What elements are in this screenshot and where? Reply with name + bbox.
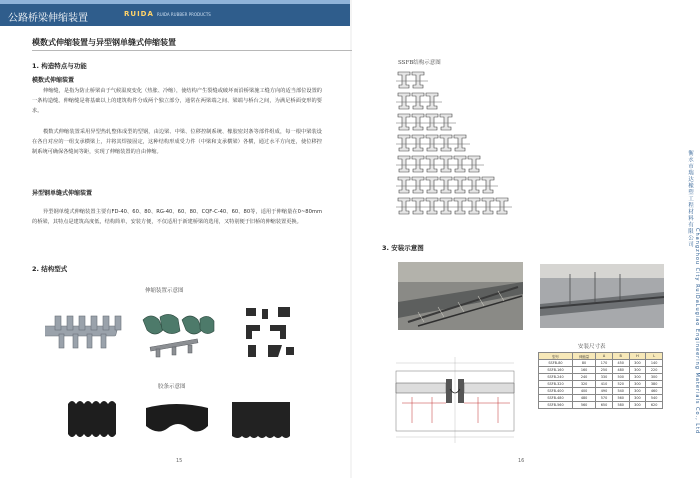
ssfb-beam-profile xyxy=(398,156,410,172)
table-cell: 480 xyxy=(572,395,595,402)
heading-construction: 1. 构造特点与功能 xyxy=(32,62,87,70)
installation-cross-section xyxy=(392,353,518,445)
heading-structure: 2. 结构型式 xyxy=(32,265,68,273)
side-company-en: Changzhou City RuiDaLugiao Engineering Materials Co., Ltd xyxy=(694,228,700,435)
ssfb-beam-profile xyxy=(426,156,438,172)
table-cell: SSFB-560 xyxy=(539,402,573,409)
table-row xyxy=(539,367,663,374)
table-cell: 490 xyxy=(596,388,613,395)
heading-installation: 3. 安装示意图 xyxy=(382,244,424,252)
ssfb-beam-profile xyxy=(440,156,452,172)
table-cell: 300 xyxy=(646,374,663,381)
table-cell: 580 xyxy=(612,402,629,409)
table-header: 型号 xyxy=(539,353,573,360)
table-cell: 170 xyxy=(596,360,613,367)
page-number-left: 15 xyxy=(176,458,183,464)
ssfb-beam-profile xyxy=(398,135,410,151)
table-cell: SSFB-480 xyxy=(539,395,573,402)
ssfb-beam-profile xyxy=(426,135,438,151)
table-cell: 320 xyxy=(572,381,595,388)
table-cell: 620 xyxy=(646,402,663,409)
install-photo-1 xyxy=(398,262,523,330)
table-cell: 540 xyxy=(646,395,663,402)
ssfb-beam-profile xyxy=(454,156,466,172)
install-photo-2 xyxy=(540,264,664,328)
ssfb-beam-profile xyxy=(412,198,424,214)
ssfb-beam-profile xyxy=(440,114,452,130)
ssfb-beam-profile xyxy=(468,198,480,214)
caption-table: 安装尺寸表 xyxy=(578,344,606,350)
ssfb-beam-profile xyxy=(440,135,452,151)
ssfb-beam-profile xyxy=(426,198,438,214)
section-title: 模数式伸缩装置与异型钢单缝式伸缩装置 xyxy=(32,38,176,47)
ssfb-beam-profile xyxy=(482,177,494,193)
table-row xyxy=(539,374,663,381)
rubber-strip-image-3 xyxy=(226,396,296,441)
ssfb-beam-profile xyxy=(398,114,410,130)
ssfb-beam-profile xyxy=(426,114,438,130)
table-cell: 220 xyxy=(646,367,663,374)
table-row xyxy=(539,360,663,367)
side-company-cn: 衡水市瑞达橡塑工程材料有限公司 xyxy=(687,150,693,248)
rubber-strip-image-2 xyxy=(142,398,212,440)
page-number-right: 16 xyxy=(518,458,525,464)
header-title: 公路桥梁伸缩装置 xyxy=(8,13,88,24)
table-cell: 300 xyxy=(629,360,646,367)
ssfb-structure-diagram xyxy=(392,66,542,222)
table-cell: 380 xyxy=(646,381,663,388)
ssfb-beam-profile xyxy=(440,177,452,193)
table-cell: 160 xyxy=(572,367,595,374)
table-cell: SSFB-80 xyxy=(539,360,573,367)
heading-modular: 模数式伸缩装置 xyxy=(32,77,75,84)
table-cell: 300 xyxy=(629,381,646,388)
table-cell: 80 xyxy=(572,360,595,367)
table-cell: 460 xyxy=(646,388,663,395)
paragraph-joint-def: 伸缩缝，是指为防止桥梁由于气候温度变化（热胀、冷缩），使结构产生裂缝或破坏而沿桥梁施工缝方向的适当部位设置的一条构造缝。伸缩缝是将基础以上的建筑构件分成两个独立部分，通常在两梁端之间、梁端与桥台之间，为满足桥面变形的要求。 xyxy=(32,88,322,114)
rubber-clamp-image xyxy=(138,305,218,360)
table-cell: 250 xyxy=(596,367,613,374)
table-cell: 400 xyxy=(572,388,595,395)
ssfb-beam-profile xyxy=(468,156,480,172)
ssfb-beam-profile xyxy=(398,93,410,109)
table-cell: 410 xyxy=(596,381,613,388)
ssfb-beam-profile xyxy=(412,156,424,172)
caption-device: 伸缩装置示意图 xyxy=(145,288,184,294)
table-cell: SSFB-400 xyxy=(539,388,573,395)
table-cell: 450 xyxy=(612,360,629,367)
ssfb-beam-profile xyxy=(412,93,424,109)
ssfb-beam-profile xyxy=(468,177,480,193)
paragraph-single-gap: 异型钢单缝式伸缩装置主要有FD-40、60、80、RG-40、60、80、CQF-C-40、60、80等，适用于伸缩量在0~80mm的桥梁，其特点是建筑高度低，结构简单，安装方便，不仅适用于新建桥梁的选用，又特别便于旧桥的伸缩装置更换。 xyxy=(32,209,322,225)
steel-profile-image xyxy=(240,303,300,363)
header-band xyxy=(0,0,350,26)
company-logo: RUIDA xyxy=(124,10,154,18)
table-cell: 330 xyxy=(596,374,613,381)
table-cell: 140 xyxy=(646,360,663,367)
ssfb-beam-profile xyxy=(412,135,424,151)
table-header: B xyxy=(612,353,629,360)
ssfb-beam-profile xyxy=(454,177,466,193)
table-cell: 300 xyxy=(629,388,646,395)
caption-strip: 胶条示意图 xyxy=(158,384,186,390)
table-cell: 520 xyxy=(612,381,629,388)
table-cell: 540 xyxy=(612,388,629,395)
table-row xyxy=(539,381,663,388)
ssfb-beam-profile xyxy=(496,198,508,214)
ssfb-beam-profile xyxy=(426,93,438,109)
table-row xyxy=(539,395,663,402)
table-cell: 560 xyxy=(572,402,595,409)
table-row xyxy=(539,402,663,409)
table-cell: 240 xyxy=(572,374,595,381)
table-cell: 300 xyxy=(629,374,646,381)
table-row xyxy=(539,388,663,395)
table-cell: 480 xyxy=(612,367,629,374)
ssfb-beam-profile xyxy=(440,198,452,214)
table-header: H xyxy=(629,353,646,360)
heading-single-gap: 异型钢单缝式伸缩装置 xyxy=(32,190,93,197)
paragraph-modular: 模数式伸缩装置采用异型热轧整体成型的型钢，由边梁、中梁、位移控制系统、橡胶密封条等部件组成，每一根中梁装设在各自对应的一组支承横梁上，并将其焊接固定，这种结构形成受力件（中梁和支承横梁）各横，通过水平方向连，使位移控制系统可确保各缝间等距，实现了伸缩装置的自由伸缩。 xyxy=(32,129,322,155)
table-cell: 300 xyxy=(629,395,646,402)
right-page xyxy=(352,0,700,478)
ssfb-beam-profile xyxy=(398,177,410,193)
header-stripe xyxy=(0,0,350,4)
table-cell: SSFB-240 xyxy=(539,374,573,381)
install-size-table xyxy=(538,352,663,409)
ssfb-beam-profile xyxy=(482,198,494,214)
table-header-row xyxy=(539,353,663,360)
table-header: 伸缩量 xyxy=(572,353,595,360)
ssfb-beam-profile xyxy=(398,198,410,214)
ssfb-beam-profile xyxy=(454,135,466,151)
table-cell: 500 xyxy=(612,374,629,381)
logo-subtitle: RUIDA RUBBER PRODUCTS xyxy=(157,12,211,17)
ssfb-beam-profile xyxy=(454,198,466,214)
caption-ssfb: SSFB结构示意图 xyxy=(398,60,441,66)
ssfb-beam-profile xyxy=(398,72,410,88)
table-cell: 300 xyxy=(629,402,646,409)
table-cell: SSFB-320 xyxy=(539,381,573,388)
ssfb-beam-profile xyxy=(412,72,424,88)
table-header: L xyxy=(646,353,663,360)
table-cell: 650 xyxy=(596,402,613,409)
table-cell: 300 xyxy=(629,367,646,374)
table-cell: 570 xyxy=(596,395,613,402)
comb-joint-image xyxy=(45,308,127,354)
ssfb-beam-profile xyxy=(412,114,424,130)
ssfb-beam-profile xyxy=(426,177,438,193)
table-cell: 560 xyxy=(612,395,629,402)
table-header: A xyxy=(596,353,613,360)
table-cell: SSFB-160 xyxy=(539,367,573,374)
rubber-strip-image-1 xyxy=(62,396,132,441)
ssfb-beam-profile xyxy=(412,177,424,193)
